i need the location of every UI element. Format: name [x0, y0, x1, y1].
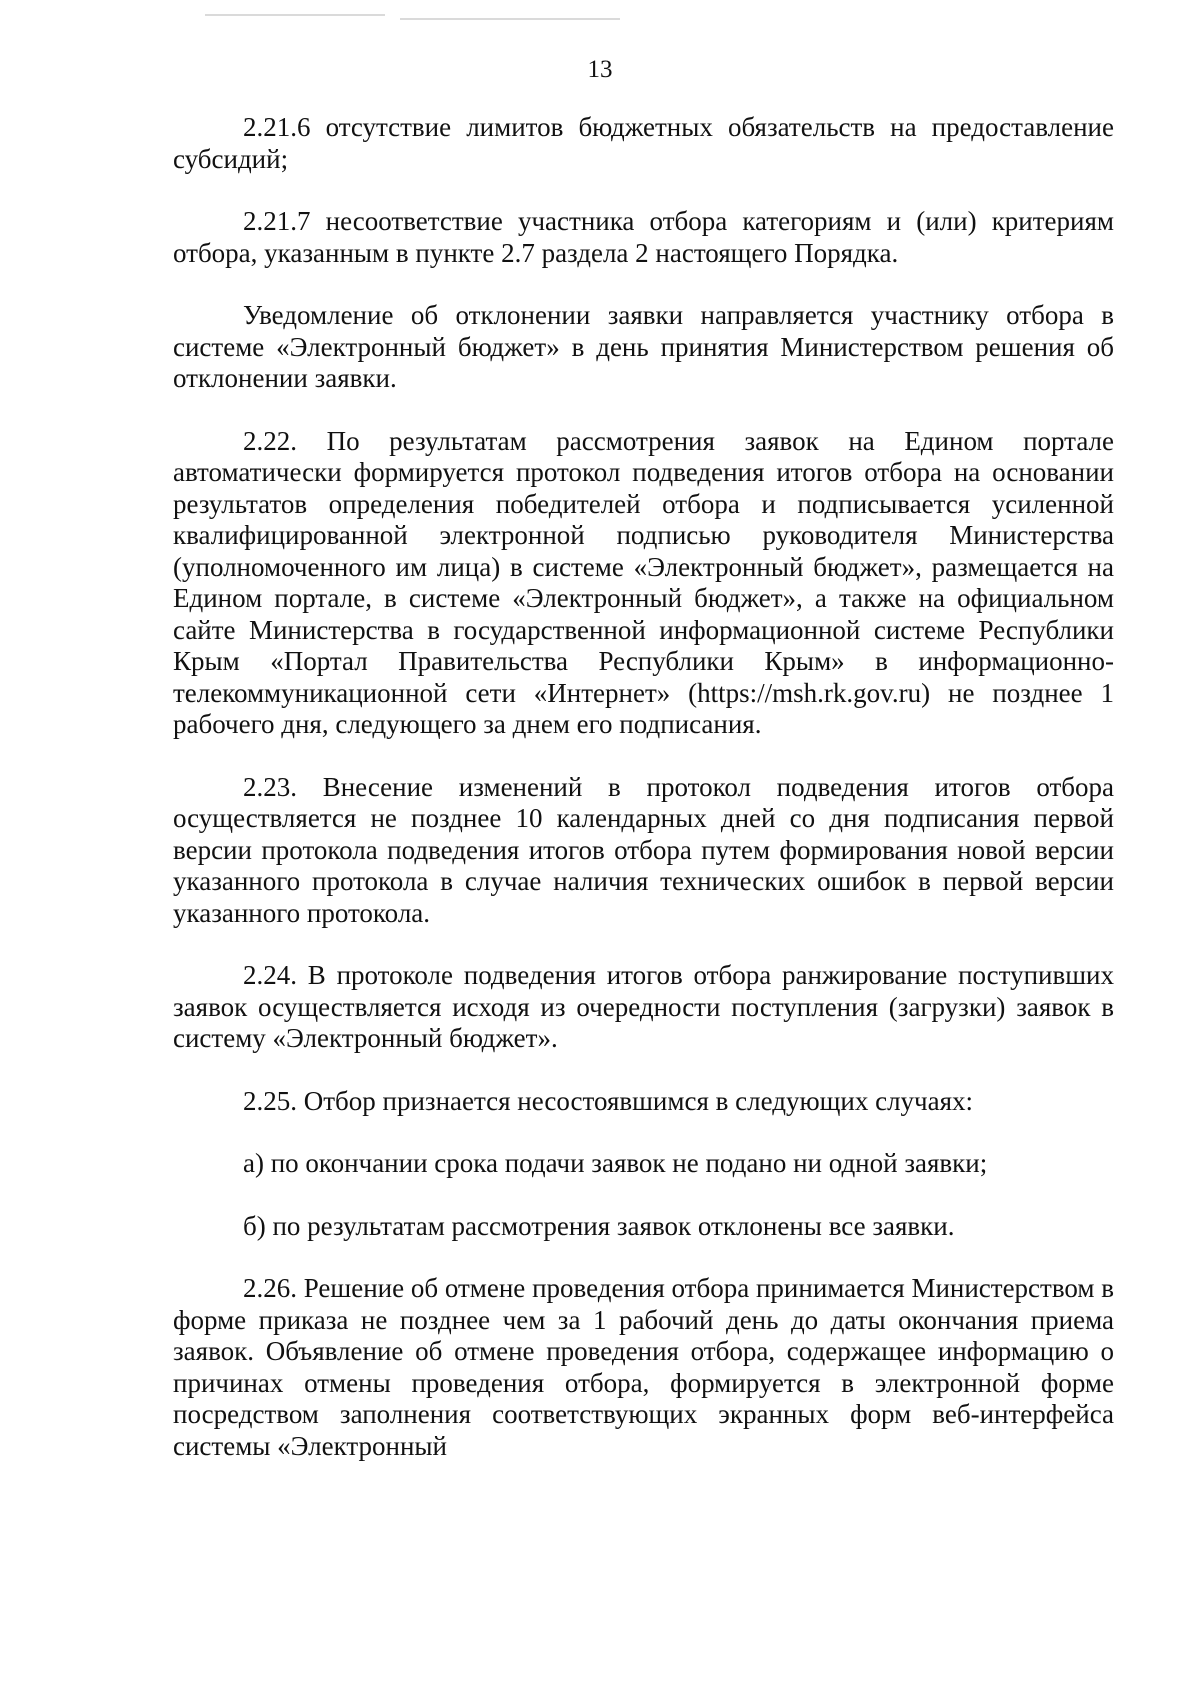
paragraph-2-25-b: б) по результатам рассмотрения заявок отклонены все заявки. — [243, 1210, 955, 1241]
paragraph-2-22: 2.22. По результатам рассмотрения заявок на Едином портале автоматически формируется протокол подведения итогов отбора на основании результатов определения победителей отбора и подписывается усиленной квалифицированной электронной подписью руководителя Министерства (уполномоченного им лица) в системе «Электронный бюджет», размещается на Едином портале, в системе «Электронный бюджет», а также на официальном сайте Министерства в государственной информационной системе Республики Крым «Портал Правительства Республики Крым» в информационно-телекоммуникационной сети «Интернет» (https://msh.rk.gov.ru) не позднее 1 рабочего дня, следующего за днем его подписания. — [173, 425, 1114, 739]
paragraph-2-25: 2.25. Отбор признается несостоявшимся в следующих случаях: — [243, 1085, 974, 1116]
scan-artifact — [400, 18, 620, 20]
page-number: 13 — [587, 56, 613, 83]
paragraph-2-23: 2.23. Внесение изменений в протокол подведения итогов отбора осуществляется не позднее 10 календарных дней со дня подписания первой версии протокола подведения итогов отбора путем формирования новой версии указанного протокола в случае наличия технических ошибок в первой версии указанного протокола. — [173, 771, 1114, 928]
scan-artifact — [205, 14, 385, 16]
paragraph-2-24: 2.24. В протоколе подведения итогов отбора ранжирование поступивших заявок осуществляется исходя из очередности поступления (загрузки) заявок в систему «Электронный бюджет». — [173, 960, 1114, 1053]
paragraph-2-26: 2.26. Решение об отмене проведения отбора принимается Министерством в форме приказа не позднее чем за 1 рабочий день до даты окончания приема заявок. Объявление об отмене проведения отбора, содержащее информацию о причинах отмены проведения отбора, формируется в электронной форме посредством заполнения соответствующих экранных форм веб-интерфейса системы «Электронный — [173, 1273, 1114, 1461]
paragraph-2-25-a: а) по окончании срока подачи заявок не подано ни одной заявки; — [243, 1148, 988, 1178]
document-body — [173, 112, 1114, 1493]
paragraph-rejection-notice: Уведомление об отклонении заявки направляется участнику отбора в системе «Электронный бюджет» в день принятия Министерством решения об отклонении заявки. — [173, 300, 1114, 393]
paragraph-2-21-7: 2.21.7 несоответствие участника отбора категориям и (или) критериям отбора, указанным в пункте 2.7 раздела 2 настоящего Порядка. — [173, 206, 1114, 268]
paragraph-2-21-6: 2.21.6 отсутствие лимитов бюджетных обязательств на предоставление субсидий; — [173, 112, 1114, 174]
